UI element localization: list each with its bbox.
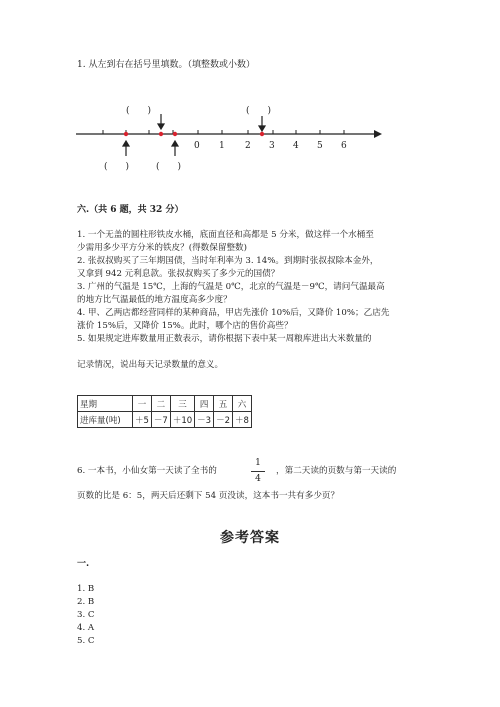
point-c xyxy=(173,132,177,136)
table-cell: 进库量(吨) xyxy=(78,412,133,428)
answers-section-label: 一. xyxy=(77,559,90,569)
table-cell: 五 xyxy=(214,396,233,412)
problem-line: 4. 甲、乙两店都经营同样的某种商品，甲店先涨价 10%后，又降价 10%；乙店先 xyxy=(77,308,390,318)
point-a xyxy=(124,132,128,136)
table-cell: 一 xyxy=(133,396,152,412)
tick-label-1: 1 xyxy=(219,141,225,151)
table-cell: －7 xyxy=(151,412,170,428)
problem-line: 2. 张叔叔购买了三年期国债，当时年利率为 3. 14%。到期时张叔叔除本金外， xyxy=(77,256,379,266)
q6-text-part1: 6. 一本书，小仙女第一天读了全书的 xyxy=(77,466,217,476)
q6-fraction xyxy=(251,458,265,485)
table-cell: 四 xyxy=(195,396,214,412)
bracket-bottom-2: ( ) xyxy=(156,162,182,172)
table-header-row xyxy=(78,396,252,412)
answer-item: 1. B xyxy=(77,584,95,594)
problem-line: 记录情况，说出每天记录数量的意义。 xyxy=(77,360,224,370)
problem-line: 少需用多少平方分米的铁皮？(得数保留整数) xyxy=(77,243,247,253)
table-cell: ＋8 xyxy=(233,412,252,428)
grain-record-table xyxy=(77,395,252,428)
problem-line: 5. 如果规定进库数量用正数表示，请你根据下表中某一周粮库进出大米数量的 xyxy=(77,334,372,344)
q6-text-part2: ，第二天读的页数与第一天读的 xyxy=(276,466,397,476)
problem-line: 的地方比气温最低的地方温度高多少度？ xyxy=(77,295,232,305)
tick-label-2: 2 xyxy=(245,141,251,151)
problem-line: 又拿到 942 元利息款。张叔叔购买了多少元的国债？ xyxy=(77,269,280,279)
table-cell: 二 xyxy=(151,396,170,412)
point-b xyxy=(159,132,163,136)
tick-label-5: 5 xyxy=(317,141,323,151)
point-d xyxy=(260,132,264,136)
table-cell: －2 xyxy=(214,412,233,428)
table-cell: 六 xyxy=(233,396,252,412)
problem-line: 涨价 15%后，又降价 15%。此时，哪个店的售价高些？ xyxy=(77,321,293,331)
fraction-denominator: 4 xyxy=(255,474,261,484)
table-cell: 星期 xyxy=(78,396,133,412)
tick-label-6: 6 xyxy=(341,141,347,151)
table-row xyxy=(78,412,252,428)
tick-label-4: 4 xyxy=(293,141,299,151)
fraction-numerator: 1 xyxy=(255,458,261,468)
q6-text-line2: 页数的比是 6：5，两天后还剩下 54 页没读，这本书一共有多少页？ xyxy=(77,491,340,501)
answer-item: 2. B xyxy=(77,597,95,607)
fraction-bar xyxy=(251,471,265,472)
answer-item: 4. A xyxy=(77,623,95,633)
section-6-title: 六.（共 6 题，共 32 分） xyxy=(77,205,184,215)
table-cell: 三 xyxy=(170,396,194,412)
table-cell: ＋5 xyxy=(133,412,152,428)
table-cell: ＋10 xyxy=(170,412,194,428)
problem-line: 1. 一个无盖的圆柱形铁皮水桶，底面直径和高都是 5 分米，做这样一个水桶至 xyxy=(77,230,374,240)
tick-label-3: 3 xyxy=(269,141,275,151)
number-line-ticks xyxy=(103,130,344,134)
answers-title: 参考答案 xyxy=(220,530,280,546)
table-cell: －3 xyxy=(195,412,214,428)
bracket-top-2: ( ) xyxy=(246,106,272,116)
number-line-arrowhead xyxy=(374,130,382,138)
question-1-text: 1. 从左到右在括号里填数。（填整数或小数） xyxy=(77,60,255,70)
tick-label-0: 0 xyxy=(194,141,200,151)
answer-item: 3. C xyxy=(77,610,95,620)
bracket-top-1: ( ) xyxy=(126,106,152,116)
answer-item: 5. C xyxy=(77,636,95,646)
problem-line: 3. 广州的气温是 15℃，上海的气温是 0℃，北京的气温是－9℃，请问气温最高 xyxy=(77,282,385,292)
bracket-bottom-1: ( ) xyxy=(104,162,130,172)
